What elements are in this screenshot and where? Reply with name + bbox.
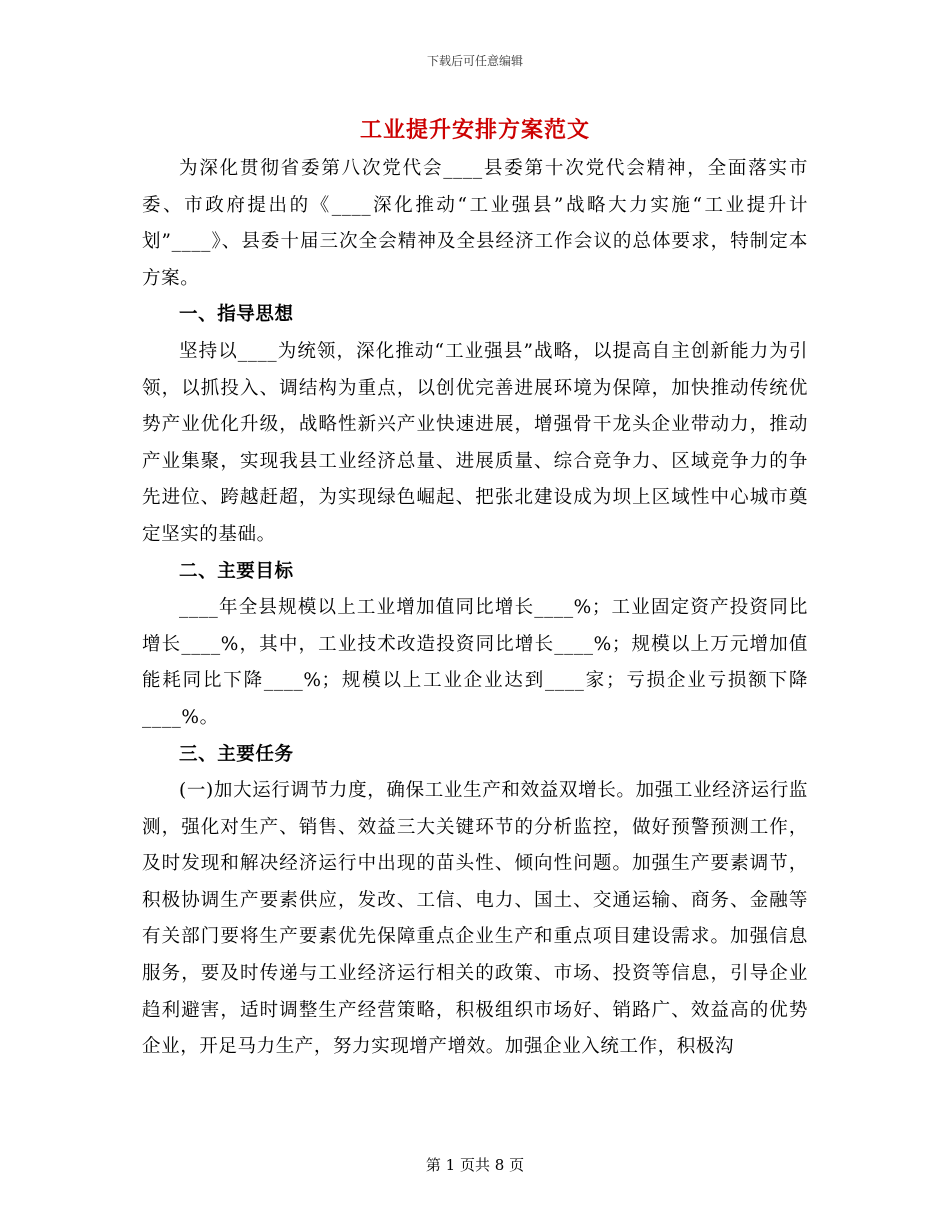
document-title: 工业提升安排方案范文 <box>359 117 590 143</box>
header-note: 下载后可任意编辑 <box>426 54 523 68</box>
section-paragraph-guiding-ideology: 坚持以____为统领，深化推动“工业强县”战略，以提高自主创新能力为引领，以抓投入、调结构为重点，以创优完善进展环境为保障，加快推动传统优势产业优化升级，战略性新兴产业快速进展，增强骨干龙头企业带动力，推动产业集聚，实现我县工业经济总量、进展质量、综合竞争力、区域竞争力的争先进位、跨越赶超，为实现绿色崛起、把张北建设成为坝上区域性中心城市奠定坚实的基础。 <box>142 340 808 545</box>
document-body <box>142 151 808 1066</box>
intro-paragraph: 为深化贯彻省委第八次党代会____县委第十次党代会精神，全面落实市委、市政府提出的《____深化推动“工业强县”战略大力实施“工业提升计划”____》、县委十届三次全会精神及全县经济工作会议的总体要求，特制定本方案。 <box>142 158 808 289</box>
section-heading-main-goals: 二、主要目标 <box>179 560 294 582</box>
section-paragraph-main-tasks: (一)加大运行调节力度，确保工业生产和效益双增长。加强工业经济运行监测，强化对生产、销售、效益三大关键环节的分析监控，做好预警预测工作，及时发现和解决经济运行中出现的苗头性、倾向性问题。加强生产要素调节，积极协调生产要素供应，发改、工信、电力、国土、交通运输、商务、金融等有关部门要将生产要素优先保障重点企业生产和重点项目建设需求。加强信息服务，要及时传递与工业经济运行相关的政策、市场、投资等信息，引导企业趋利避害，适时调整生产经营策略，积极组织市场好、销路广、效益高的优势企业，开足马力生产，努力实现增产增效。加强企业入统工作，积极沟 <box>142 780 808 1058</box>
section-heading-guiding-ideology: 一、指导思想 <box>179 304 294 326</box>
section-heading-main-tasks: 三、主要任务 <box>179 743 294 765</box>
page-footer: 第 1 页共 8 页 <box>425 1156 525 1174</box>
section-paragraph-main-goals: ____年全县规模以上工业增加值同比增长____%；工业固定资产投资同比增长____%，其中，工业技术改造投资同比增长____%；规模以上万元增加值能耗同比下降____%；规模以上工业企业达到____家；亏损企业亏损额下降____%。 <box>142 597 808 728</box>
